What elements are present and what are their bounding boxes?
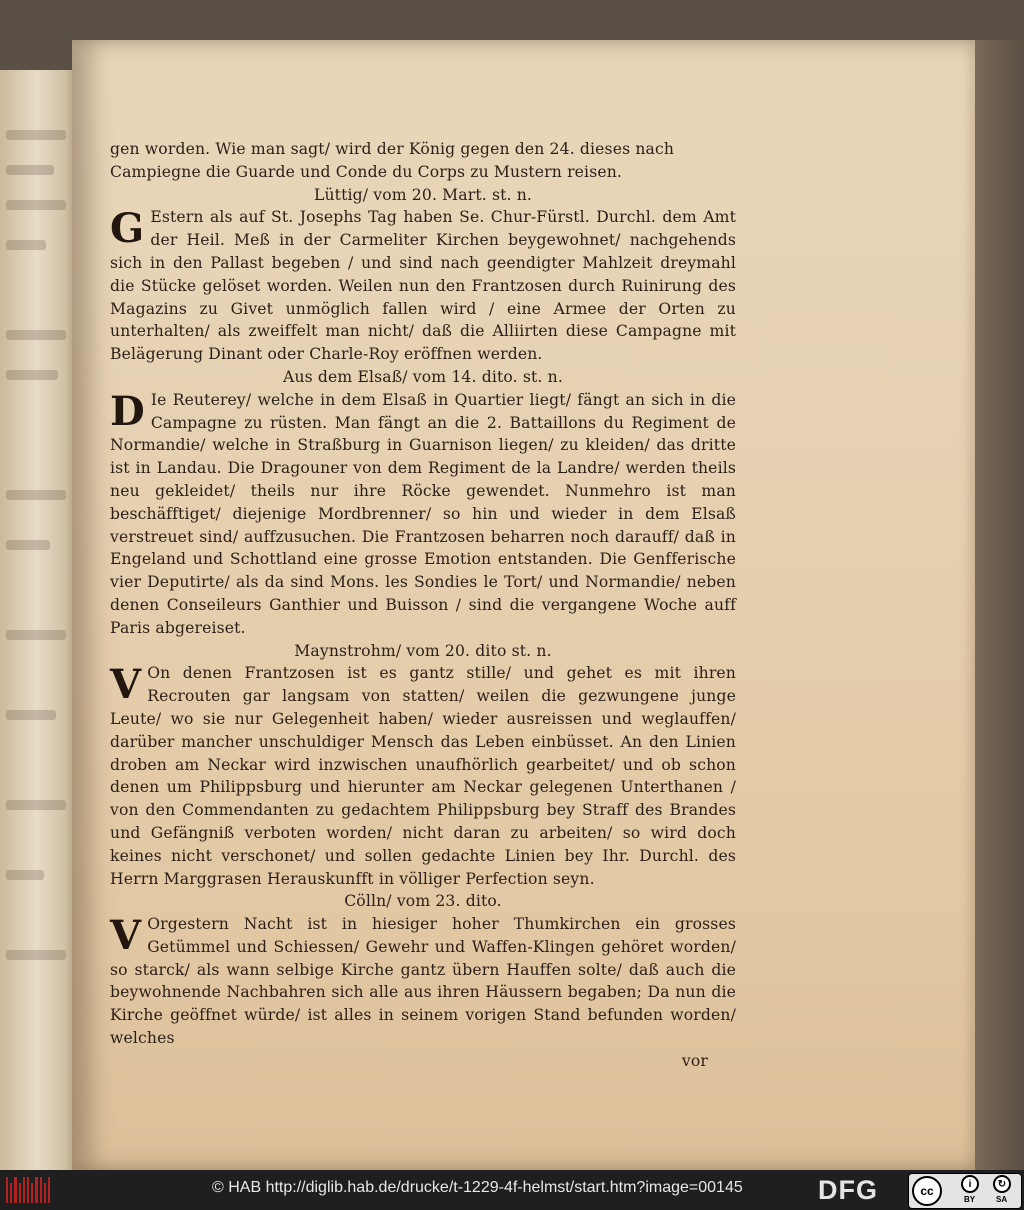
drop-cap: D	[110, 387, 145, 435]
sa-label: SA	[996, 1195, 1008, 1204]
dateline-luettig: Lüttig/ vom 20. Mart. st. n.	[313, 185, 533, 204]
facing-page-edge	[0, 70, 82, 1170]
document-text	[110, 138, 736, 1073]
page-gutter	[975, 40, 1024, 1170]
paragraph-luettig	[110, 206, 736, 366]
paragraph-maynstrohm	[110, 662, 736, 890]
by-label: BY	[964, 1195, 976, 1204]
attribution-icon: i	[961, 1175, 979, 1193]
share-alike-icon: ↻	[993, 1175, 1011, 1193]
hab-logo-icon[interactable]	[6, 1177, 50, 1203]
drop-cap: V	[110, 912, 142, 960]
dateline-coelln: Cölln/ vom 23. dito.	[344, 892, 502, 911]
text-line: Campiegne die Guarde und Conde du Corps zu Mustern reisen.	[110, 162, 623, 181]
credit-link[interactable]: © HAB http://diglib.hab.de/drucke/t-1229-4f-helmst/start.htm?image=00145	[212, 1179, 743, 1196]
text-line: gen worden. Wie man sagt/ wird der König gegen den 24. dieses nach	[110, 140, 675, 158]
paragraph-text: Orgestern Nacht ist in hiesiger hoher Thumkirchen ein grosses Getümmel und Schiessen/ Gewehr und Waffen-Klingen gehöret worden/ so starck/ als wann selbige Kirche gantz übern Hauffen solte/ daß auch die beywohnende Nachbahren sich alle aus ihren Häussern begaben; Da nun die Kirche geöffnet würde/ ist alles in seinem vorigen Stand befunden worden/ welches	[110, 915, 736, 1048]
cc-icon: cc	[912, 1176, 942, 1206]
dateline-maynstrohm: Maynstrohm/ vom 20. dito st. n.	[294, 641, 552, 660]
paragraph-text: On denen Frantzosen ist es gantz stille/ und gehet es mit ihren Recrouten gar langsam von statten/ weilen die gezwungene junge Leute/ wo sie nur Gelegenheit haben/ wieder ausreissen und weglauffen/ darüber mancher unschuldiger Mensch das Leben einbüsset. An den Linien droben am Neckar wird inzwischen unaufhörlich gearbeitet/ und ob schon denen um Philippsburg und hierunter am Neckar gelegenen Unterthanen / von den Commendanten zu gedachtem Philippsburg bey Straff des Brandes und Gefängniß verboten worden/ nicht daran zu arbeiten/ so wird doch keines nicht verschonet/ und sollen gedachte Linien bey Ihr. Durchl. des Herrn Marggrasen Herauskunfft in völliger Perfection seyn.	[110, 664, 736, 888]
catchword: vor	[681, 1051, 708, 1070]
paragraph-coelln	[110, 913, 736, 1050]
paragraph-text: Ie Reuterey/ welche in dem Elsaß in Quartier liegt/ fängt an sich in die Campagne zu rüsten. Man fängt an die 2. Battaillons du Regiment de Normandie/ welche in Straßburg in Guarnison liegen/ zu kleiden/ das dritte ist in Landau. Die Dragouner von dem Regiment de la Landre/ werden theils neu gekleidet/ theils nur ihre Röcke gewendet. Nunmehro ist man beschäfftiget/ diejenige Mordbrenner/ so hin und wieder in dem Elsaß verstreuet sind/ auffzusuchen. Die Frantzosen beharren noch darauff/ daß in Engeland und Schottland eine grosse Emotion entstanden. Die Genfferische vier Deputirte/ als da sind Mons. les Sondies le Tort/ und Normandie/ neben denen Conseileurs Ganthier und Buisson / sind die vergangene Woche auff Paris abgereiset.	[110, 390, 736, 637]
drop-cap: G	[110, 205, 145, 253]
viewer-footer	[0, 1170, 1024, 1210]
dateline-elsass: Aus dem Elsaß/ vom 14. dito. st. n.	[283, 367, 563, 386]
cc-license-badge[interactable]	[908, 1173, 1022, 1209]
paragraph-text: Estern als auf St. Josephs Tag haben Se. Chur-Fürstl. Durchl. dem Amt der Heil. Meß in der Carmeliter Kirchen beygewohnet/ nachgehends sich in den Pallast begeben / und sind nach geendigter Mahlzeit dreymahl die Stücke gelöset worden. Weilen nun den Frantzosen durch Ruinirung des Magazins zu Givet unmöglich fallen wird / eine Armee der Orten zu unterhalten/ als zweiffelt man nicht/ daß die Alliirten diese Campagne mit Belägerung Dinant oder Charle-Roy eröffnen werden.	[110, 208, 736, 364]
paragraph-elsass	[110, 389, 736, 640]
dfg-logo[interactable]: DFG	[818, 1175, 878, 1205]
drop-cap: V	[110, 661, 142, 709]
